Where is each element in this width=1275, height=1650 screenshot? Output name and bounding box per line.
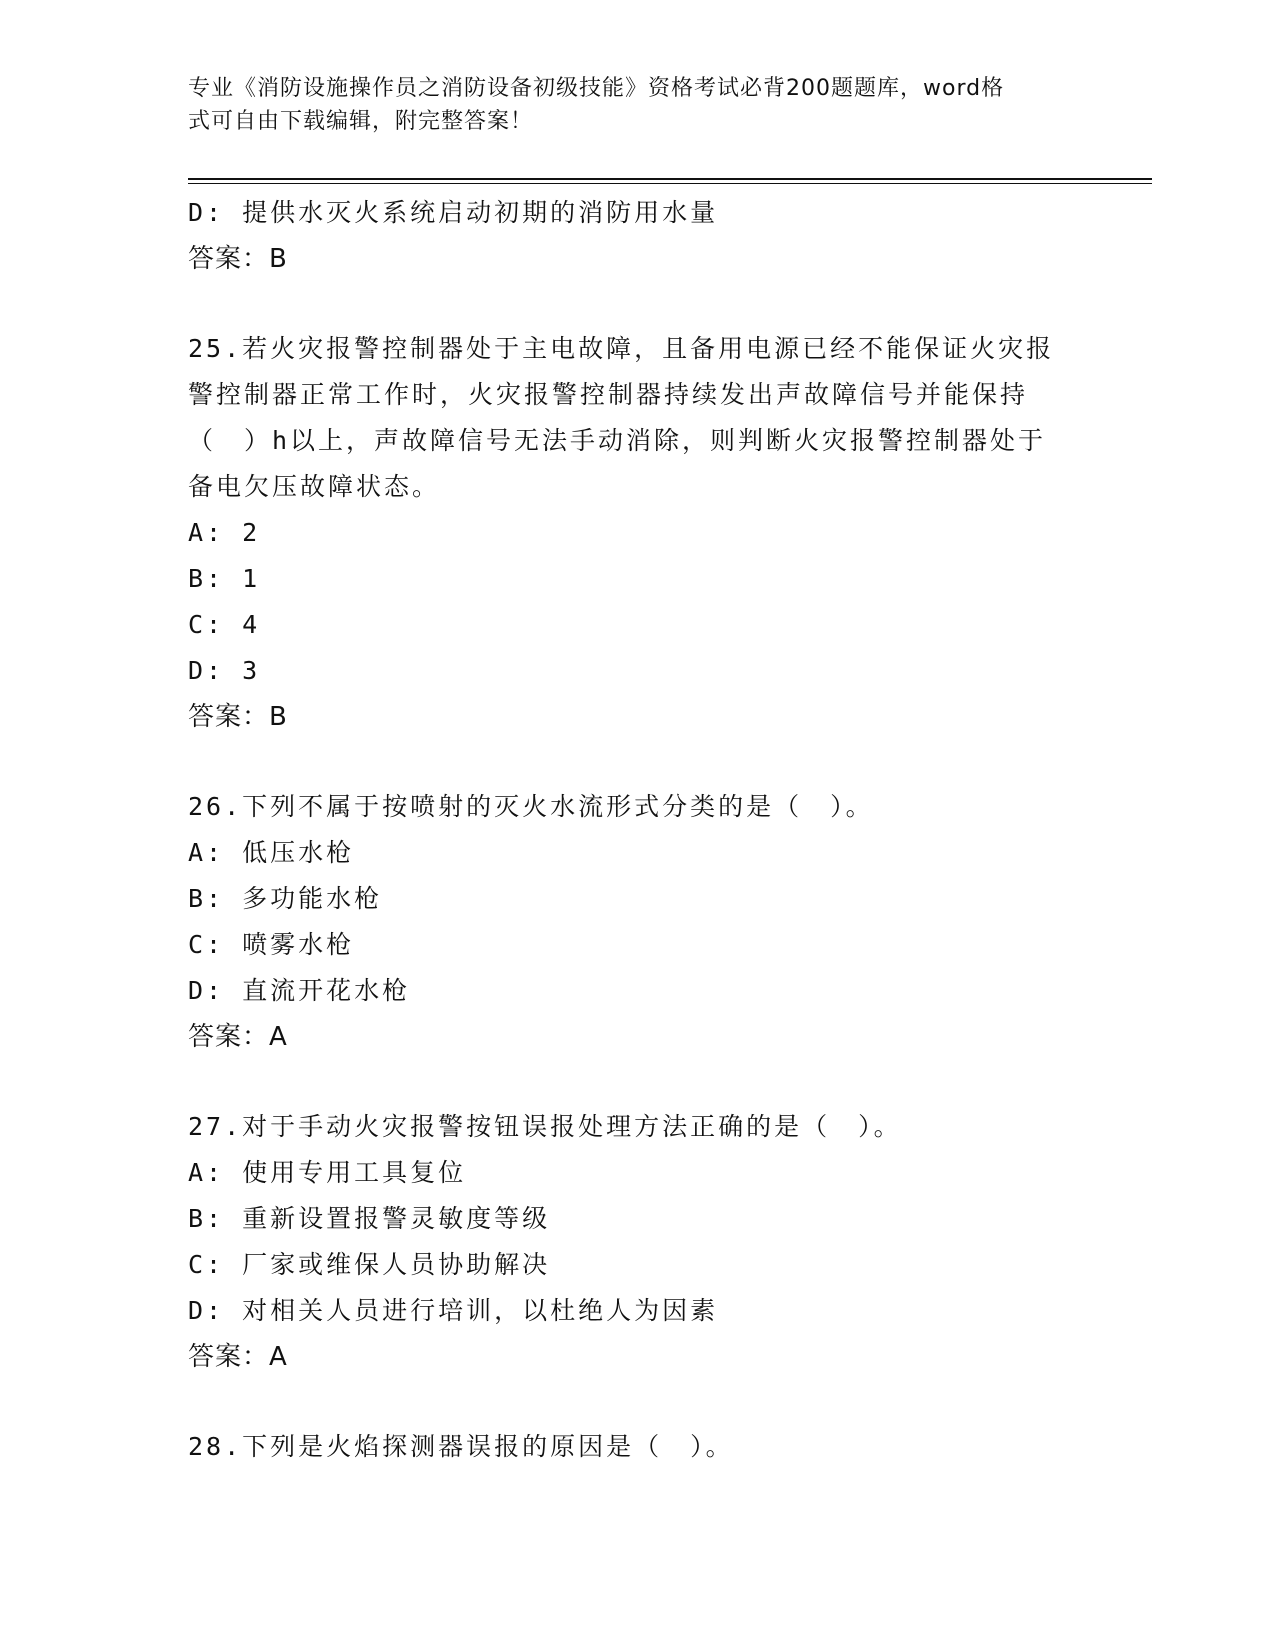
option-a: A: 2 bbox=[188, 518, 261, 547]
option-d: D: 对相关人员进行培训，以杜绝人为因素 bbox=[188, 1296, 719, 1325]
answer-line: 答案：B bbox=[188, 244, 288, 274]
option-b: B: 多功能水枪 bbox=[188, 884, 383, 913]
header-rule-thick bbox=[188, 178, 1152, 180]
question-27: 27.对于手动火灾报警按钮误报处理方法正确的是（ ）。 bbox=[188, 1112, 902, 1141]
option-a: A: 使用专用工具复位 bbox=[188, 1158, 467, 1187]
question-list bbox=[188, 190, 1088, 1470]
option-d: D: 直流开花水枪 bbox=[188, 976, 411, 1005]
answer-line: 答案：A bbox=[188, 1022, 288, 1052]
option-b: B: 1 bbox=[188, 564, 261, 593]
question-25-line-4: 备电欠压故障状态。 bbox=[188, 472, 441, 501]
option-c: C: 4 bbox=[188, 610, 261, 639]
question-28: 28.下列是火焰探测器误报的原因是（ ）。 bbox=[188, 1432, 734, 1461]
header-line-2: 式可自由下载编辑，附完整答案！ bbox=[188, 109, 534, 134]
question-25-line-2: 警控制器正常工作时，火灾报警控制器持续发出声故障信号并能保持 bbox=[188, 380, 1029, 409]
option-d: D: 3 bbox=[188, 656, 261, 685]
answer-line: 答案：B bbox=[188, 702, 288, 732]
option-d: D: 提供水灭火系统启动初期的消防用水量 bbox=[188, 198, 719, 227]
answer-line: 答案：A bbox=[188, 1342, 288, 1372]
question-25-line-3: （ ）h以上，声故障信号无法手动消除，则判断火灾报警控制器处于 bbox=[188, 426, 1047, 455]
option-a: A: 低压水枪 bbox=[188, 838, 355, 867]
option-b: B: 重新设置报警灵敏度等级 bbox=[188, 1204, 551, 1233]
header-rule-thin bbox=[188, 183, 1152, 184]
header-line-1: 专业《消防设施操作员之消防设备初级技能》资格考试必背200题题库，word格 bbox=[188, 76, 1005, 101]
question-25-line-1: 25.若火灾报警控制器处于主电故障，且备用电源已经不能保证火灾报 bbox=[188, 334, 1055, 363]
option-c: C: 喷雾水枪 bbox=[188, 930, 355, 959]
document-header bbox=[188, 72, 1068, 138]
question-26: 26.下列不属于按喷射的灭火水流形式分类的是（ ）。 bbox=[188, 792, 874, 821]
option-c: C: 厂家或维保人员协助解决 bbox=[188, 1250, 551, 1279]
